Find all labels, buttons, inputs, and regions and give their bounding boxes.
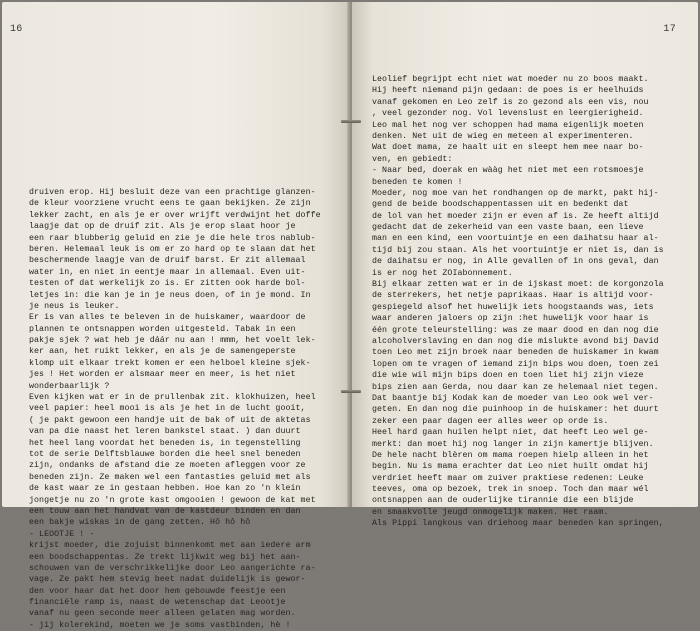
text-line: is er nog het ZOIabonnement. <box>372 268 513 278</box>
right-page-number: 17 <box>663 24 676 35</box>
text-line: - Naar bed, doerak en wààg het niet met een rotsmoesje <box>372 166 644 176</box>
text-line: van pa die naast het leren bankstel staat. ) dan duurt <box>29 427 301 437</box>
text-line: beren. Helemaal leuk is om er zo hard op te slaan dat het <box>29 244 316 254</box>
text-line: druiven erop. Hij besluit deze van een prachtige glanzen- <box>29 188 316 197</box>
left-page <box>2 2 350 630</box>
text-line: merkt: dan moet hij nog langer in zijn kamertje blijven. <box>372 439 654 449</box>
text-line: tot de serie Delftsblauwe borden die heel snel beneden <box>29 449 301 459</box>
text-line: tijd bij zou staan. Als het voortuintje er niet is, dan is <box>372 245 664 255</box>
text-line: gend de beide boodschappentassen uit en bedenkt dat <box>372 200 629 210</box>
text-line: Bij elkaar zetten wat er in de ijskast moet: de korgonzola <box>372 280 664 290</box>
text-line: Hij heeft niemand pijn gedaan: de poes is er heelhuids <box>372 86 644 96</box>
text-line: waar anderen jaloers op zijn :het huwelijk voor haar is <box>372 314 649 324</box>
text-line: Leo mal het nog ver schoppen had mama eigenlijk moeten <box>372 120 644 130</box>
text-line: De hele nacht blèren om mama roepen hielp alleen in het <box>372 450 649 460</box>
text-line: een touw aan het handvat van de kastdeur binden en dan <box>29 506 301 516</box>
staple <box>341 390 361 393</box>
staple <box>341 120 361 123</box>
text-line: Wat doet mama, ze haalt uit en sleept hem mee naar bo- <box>372 143 644 153</box>
text-line: klomp uit elkaar trekt komen er een helboel kleine sjek- <box>29 358 311 368</box>
text-line: veel papier: heel mooi is als je het in de lucht gooit, <box>29 404 306 414</box>
text-line: Heel hard gaan huilen helpt niet, dat heeft Leo wel ge- <box>372 428 649 438</box>
text-line: man en een kind, een voortuintje en een daihatsu haar al- <box>372 234 659 244</box>
text-line: geten. En dan nog die puinhoop in de huiskamer: het duurt <box>372 405 659 415</box>
text-line: alcoholverslaving en dan nog die mislukte avond bij David <box>372 336 659 346</box>
text-line: de kleur voorziene vrucht eens te gaan bekijken. Ze zijn <box>29 199 311 209</box>
text-line: de sterrekers, het netje paprikaas. Haar is altijd voor- <box>372 291 654 301</box>
text-line: een bakje wiskas in de gang zetten. Hô hô hô <box>29 518 251 528</box>
text-line: wonderbaarlijk ? <box>29 381 110 391</box>
text-line: krijst moeder, die zojuist binnenkomt met aan iedere arm <box>29 541 311 551</box>
text-line: toen Leo met zijn broek naar beneden de huiskamer in kwam <box>372 348 659 358</box>
text-line: het heel lang voordat het beneden is, in tegenstelling <box>29 438 301 448</box>
text-line: zijn, ondanks de afstand die ze moeten afleggen voor ze <box>29 461 306 471</box>
text-line: de daihatsu er nog, in Alle gevallen of in ons geval, dan <box>372 257 659 267</box>
text-line: verdriet heeft maar om zuiver praktiese redenen: Leuke <box>372 473 644 483</box>
text-line: letjes in: die kan je in je neus doen, of in je mond. In <box>29 290 311 300</box>
text-line: de kast waar ze in gestaan hebben. Hoe kan zo 'n klein <box>29 484 301 494</box>
text-line: jongetje nu zo 'n grote kast omgooien ! gewoon de kat met <box>29 495 316 505</box>
text-line: beneden te komen ! <box>372 177 463 187</box>
text-line: ven, en gebiedt: <box>372 154 453 164</box>
text-line: je neus is leuker. <box>29 301 120 311</box>
right-page-text <box>372 74 664 530</box>
text-line: een raar blubberig geluid en zie je die hele tros nablub- <box>29 233 316 243</box>
text-line: Er is van alles te beleven in de huiskamer, waardoor de <box>29 313 306 323</box>
text-line: denken. Net uit de wieg en meteen al experimenteren. <box>372 131 634 141</box>
text-line: pakje sjek ? wat heb je dáár nu aan ! mmm, het voelt lek- <box>29 336 316 346</box>
text-line: bips zien aan Gerda, nou daar kan ze helemaal niet tegen. <box>372 382 659 392</box>
text-line: gedacht dat de zekerheid van een vaste baan, een lieve <box>372 223 644 233</box>
text-line: beneden zijn. Ze maken wel een fantasties geluid met als <box>29 472 311 482</box>
text-line: - LEOOTJE ! - <box>29 529 95 539</box>
text-line: vage. Ze pakt hem stevig beet nadat duidelijk is gewor- <box>29 575 306 585</box>
text-line: teeves, oma op bezoek, trek in snoep. Toch dan maar wél <box>372 485 649 495</box>
text-line: de lol van het moeder zijn er even af is. Ze heeft altijd <box>372 211 659 221</box>
text-line: Dat baantje bij Kodak kan de moeder van Leo ook wel ver- <box>372 393 654 403</box>
text-line: vanaf nu geen seconde meer alleen gelaten mag worden. <box>29 609 296 619</box>
text-line: jes ! Het worden er alsmaar meer en meer, is het niet <box>29 370 296 380</box>
text-line: beschermende laagje van de druif barst. Er zit allemaal <box>29 256 306 266</box>
text-line: water in, en niet in eentje maar in allemaal. Even uit- <box>29 267 306 277</box>
text-line: plannen te ontsnappen worden uitgesteld. Tabak in een <box>29 324 296 334</box>
text-line: den voor haar dat het door hem gebouwde feestje een <box>29 586 286 596</box>
text-line: lekker zacht, en als je er over wrijft verdwijnt het doffe <box>29 210 321 220</box>
left-page-text <box>29 187 321 631</box>
text-line: ontsnappen aan de ouderlijke tirannie die een blijde <box>372 496 634 506</box>
text-line: gespiegeld alsof het huwelijk iets hoogstaands was, iets <box>372 302 654 312</box>
text-line: één grote teleurstelling: was ze maar dood en dan nog die <box>372 325 659 335</box>
text-line: ker aan, het ruikt lekker, en als je de samengeperste <box>29 347 296 357</box>
open-booklet <box>2 2 698 630</box>
text-line: Moeder, nog moe van het rondhangen op de markt, pakt hij- <box>372 188 659 198</box>
text-line: , veel gezonder nog. Vol levenslust en leergierigheid. <box>372 109 644 119</box>
text-line: laagje dat op de druif zit. Als je erop slaat hoor je <box>29 222 296 232</box>
text-line: zeker een paar dagen eer alles weer op orde is. <box>372 416 609 426</box>
text-line: ( je pakt gewoon een handje uit de bak of uit de aktetas <box>29 415 311 425</box>
text-line: en smaakvolle jeugd onmogelijk maken. Het raam. <box>372 507 609 517</box>
left-page-number: 16 <box>10 24 23 35</box>
text-line: schouwen van de verschrikkelijke door Leo aangerichte ra- <box>29 563 316 573</box>
text-line: Als Pippi langkous van driehoog maar beneden kan springen, <box>372 519 664 529</box>
text-line: financiële ramp is, naast de wetenschap dat Leootje <box>29 598 286 608</box>
text-line: een boodschappentas. Ze trekt lijkwit weg bij het aan- <box>29 552 301 562</box>
right-page <box>352 2 698 529</box>
text-line: - jij kolerekind, moeten we je soms vastbinden, hè ! <box>29 620 291 630</box>
text-line: Leolief begrijpt echt niet wat moeder nu zo boos maakt. <box>372 75 649 84</box>
text-line: begin. Nu is mama erachter dat Leo niet huilt omdat hij <box>372 462 649 472</box>
text-line: die wie wil mijn bips doen en toen liet hij zijn vieze <box>372 371 644 381</box>
text-line: lopen om te vragen of iemand zijn bips wou doen, toen zei <box>372 359 659 369</box>
text-line: testen of dat werkelijk zo is. Er zitten ook harde bol- <box>29 279 306 289</box>
text-line: Even kijken wat er in de prullenbak zit. klokhuizen, heel <box>29 393 316 403</box>
text-line: vanaf gekomen en Leo zelf is zo gezond als een vis, nou <box>372 97 649 107</box>
